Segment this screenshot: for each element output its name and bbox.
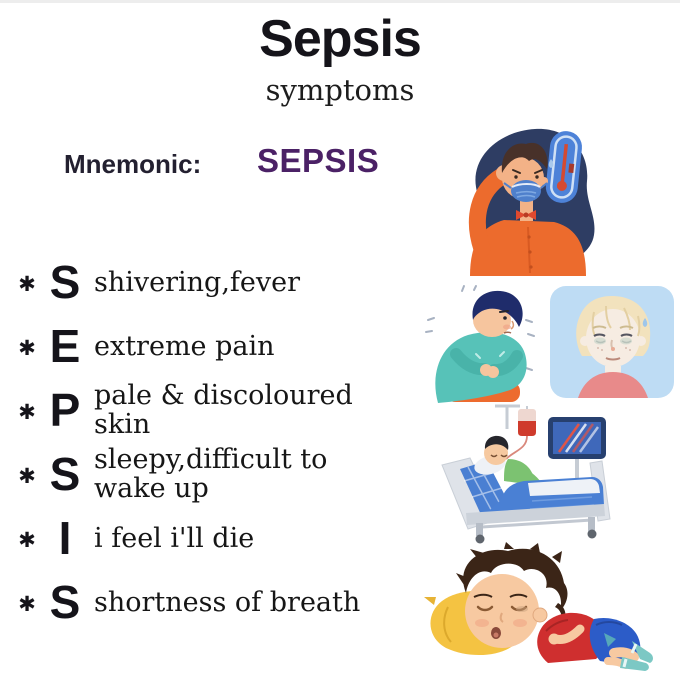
shivering-person-illustration [426, 286, 534, 403]
mnemonic-letter: P [49, 383, 81, 436]
asterisk-bullet-icon: ✱ [18, 272, 36, 296]
symptom-text: extreme pain [94, 330, 275, 362]
asterisk-bullet-icon: ✱ [18, 592, 36, 616]
sleeping-child-illustration [418, 541, 658, 674]
asterisk-bullet-icon: ✱ [18, 464, 36, 488]
pale-child-face-illustration [550, 286, 674, 398]
list-item [12, 507, 437, 571]
list-item [12, 251, 437, 315]
ear [533, 608, 547, 622]
list-item [12, 443, 437, 507]
symptom-list [12, 251, 437, 635]
list-item [12, 379, 437, 443]
child-face [465, 574, 539, 648]
list-item [12, 571, 437, 635]
list-item [12, 315, 437, 379]
mnemonic-letter: S [49, 575, 81, 628]
symptom-text: sleepy,difficult to wake up [94, 444, 328, 504]
mnemonic-letter: E [49, 319, 81, 372]
pale-face [586, 309, 640, 367]
asterisk-bullet-icon: ✱ [18, 400, 36, 424]
symptom-text: shivering,fever [94, 266, 301, 298]
symptom-text: pale & discoloured skin [94, 380, 353, 440]
caster-wheel [588, 530, 597, 539]
page-title: Sepsis [259, 10, 421, 68]
page-subtitle: symptoms [265, 73, 415, 107]
mnemonic-label: Mnemonic: [64, 149, 202, 179]
symptom-text: i feel i'll die [94, 522, 255, 554]
mnemonic-letter: I [58, 511, 72, 564]
mnemonic-letter: S [49, 447, 81, 500]
patient-in-hospital-bed-illustration [432, 401, 617, 546]
asterisk-bullet-icon: ✱ [18, 528, 36, 552]
symptom-text: shortness of breath [94, 586, 361, 618]
fever-person-illustration [450, 121, 655, 276]
asterisk-bullet-icon: ✱ [18, 336, 36, 360]
mnemonic-value: SEPSIS [257, 142, 380, 179]
mnemonic-letter: S [49, 255, 81, 308]
shivering-and-pale-child-illustration [420, 284, 680, 406]
